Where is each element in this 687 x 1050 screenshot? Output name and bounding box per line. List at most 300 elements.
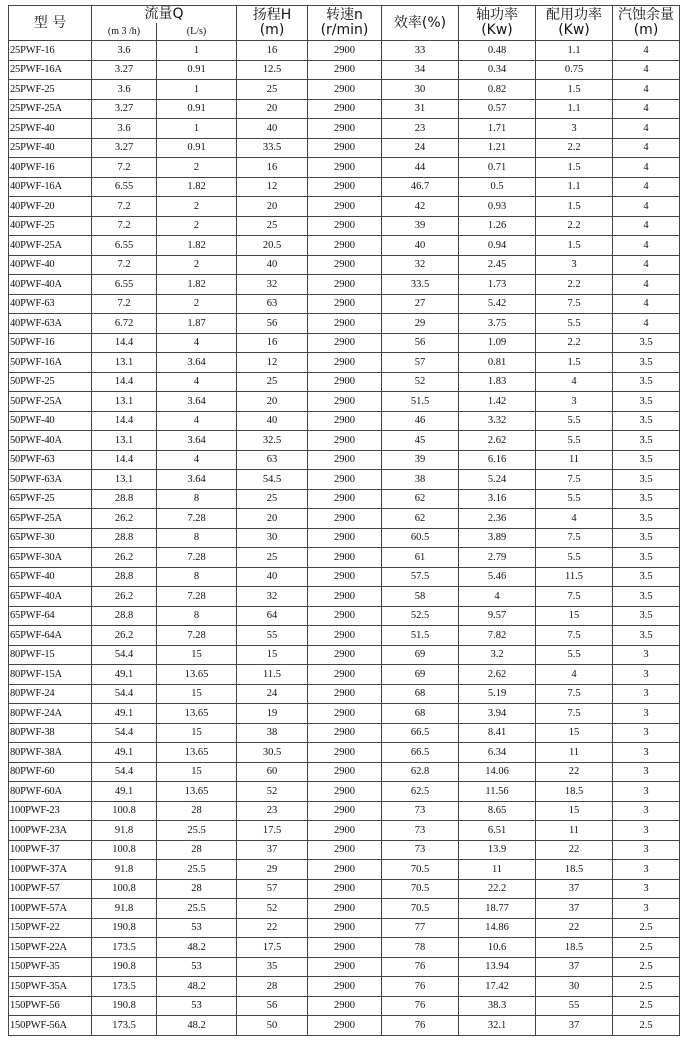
npsh-cell: 3 (613, 723, 680, 743)
shaft-power-cell: 1.21 (459, 138, 536, 158)
model-cell: 100PWF-57 (9, 879, 92, 899)
model-cell: 150PWF-35A (9, 977, 92, 997)
efficiency-cell: 46.7 (382, 177, 459, 197)
shaft-power-cell: 2.62 (459, 431, 536, 451)
npsh-cell: 4 (613, 294, 680, 314)
speed-cell: 2900 (308, 743, 382, 763)
flow-m3h-cell: 173.5 (92, 1016, 157, 1036)
flow-header: 流量Q (92, 6, 237, 24)
efficiency-cell: 68 (382, 704, 459, 724)
shaft-power-cell: 1.83 (459, 372, 536, 392)
flow-ls-cell: 53 (157, 957, 237, 977)
motor-power-cell: 1.5 (536, 353, 613, 373)
shaft-power-header-label: 轴功率 (476, 7, 518, 23)
motor-power-cell: 37 (536, 899, 613, 919)
shaft-power-cell: 8.65 (459, 801, 536, 821)
table-header (9, 6, 680, 41)
shaft-power-cell: 17.42 (459, 977, 536, 997)
flow-ls-cell: 2 (157, 216, 237, 236)
model-cell: 100PWF-57A (9, 899, 92, 919)
flow-ls-cell: 4 (157, 450, 237, 470)
shaft-power-cell: 3.94 (459, 704, 536, 724)
npsh-cell: 4 (613, 255, 680, 275)
motor-power-cell: 1.1 (536, 41, 613, 61)
efficiency-cell: 32 (382, 255, 459, 275)
motor-power-cell: 2.2 (536, 333, 613, 353)
speed-cell: 2900 (308, 411, 382, 431)
flow-ls-cell: 4 (157, 411, 237, 431)
npsh-cell: 3.5 (613, 548, 680, 568)
npsh-cell: 3.5 (613, 411, 680, 431)
model-cell: 100PWF-37A (9, 860, 92, 880)
motor-power-cell: 7.5 (536, 587, 613, 607)
flow-ls-cell: 7.28 (157, 626, 237, 646)
shaft-power-cell: 0.34 (459, 60, 536, 80)
efficiency-cell: 62 (382, 489, 459, 509)
speed-cell: 2900 (308, 255, 382, 275)
head-cell: 23 (237, 801, 308, 821)
model-cell: 65PWF-40A (9, 587, 92, 607)
shaft-power-cell: 18.77 (459, 899, 536, 919)
npsh-cell: 4 (613, 275, 680, 295)
head-cell: 40 (237, 119, 308, 139)
table-row (9, 450, 680, 470)
table-row (9, 860, 680, 880)
npsh-header-unit: (m) (633, 22, 659, 38)
efficiency-cell: 62 (382, 509, 459, 529)
speed-cell: 2900 (308, 216, 382, 236)
flow-ls-cell: 1.82 (157, 236, 237, 256)
table-row (9, 1016, 680, 1036)
speed-cell: 2900 (308, 41, 382, 61)
model-cell: 80PWF-24 (9, 684, 92, 704)
flow-m3h-cell: 13.1 (92, 392, 157, 412)
npsh-cell: 4 (613, 99, 680, 119)
shaft-power-cell: 0.71 (459, 158, 536, 178)
head-cell: 25 (237, 216, 308, 236)
flow-m3h-cell: 91.8 (92, 899, 157, 919)
motor-power-cell: 11 (536, 743, 613, 763)
flow-m3h-cell: 6.72 (92, 314, 157, 334)
efficiency-cell: 46 (382, 411, 459, 431)
head-cell: 15 (237, 645, 308, 665)
motor-power-cell: 22 (536, 762, 613, 782)
npsh-cell: 4 (613, 60, 680, 80)
head-cell: 25 (237, 80, 308, 100)
head-cell: 11.5 (237, 665, 308, 685)
speed-cell: 2900 (308, 392, 382, 412)
efficiency-cell: 66.5 (382, 723, 459, 743)
head-cell: 32.5 (237, 431, 308, 451)
flow-ls-cell: 4 (157, 372, 237, 392)
speed-cell: 2900 (308, 197, 382, 217)
efficiency-cell: 57.5 (382, 567, 459, 587)
flow-m3h-cell: 14.4 (92, 333, 157, 353)
npsh-cell: 3 (613, 665, 680, 685)
head-cell: 17.5 (237, 821, 308, 841)
flow-m3h-cell: 91.8 (92, 860, 157, 880)
shaft-power-cell: 10.6 (459, 938, 536, 958)
motor-power-cell: 15 (536, 606, 613, 626)
speed-cell: 2900 (308, 723, 382, 743)
npsh-cell: 3.5 (613, 392, 680, 412)
npsh-cell: 4 (613, 158, 680, 178)
table-row (9, 723, 680, 743)
shaft-power-cell: 0.93 (459, 197, 536, 217)
npsh-cell: 4 (613, 80, 680, 100)
flow-m3h-cell: 7.2 (92, 158, 157, 178)
motor-power-cell: 7.5 (536, 626, 613, 646)
table-row (9, 918, 680, 938)
model-cell: 65PWF-25A (9, 509, 92, 529)
speed-cell: 2900 (308, 372, 382, 392)
npsh-cell: 3 (613, 743, 680, 763)
table-row (9, 821, 680, 841)
efficiency-cell: 76 (382, 957, 459, 977)
flow-ls-cell: 13.65 (157, 782, 237, 802)
shaft-power-cell: 5.46 (459, 567, 536, 587)
table-row (9, 353, 680, 373)
npsh-cell: 3.5 (613, 528, 680, 548)
shaft-power-cell: 13.94 (459, 957, 536, 977)
speed-cell: 2900 (308, 567, 382, 587)
head-cell: 64 (237, 606, 308, 626)
flow-ls-cell: 15 (157, 723, 237, 743)
speed-cell: 2900 (308, 528, 382, 548)
flow-m3h-cell: 6.55 (92, 275, 157, 295)
speed-cell: 2900 (308, 626, 382, 646)
npsh-cell: 2.5 (613, 977, 680, 997)
flow-ls-cell: 28 (157, 801, 237, 821)
flow-ls-cell: 3.64 (157, 392, 237, 412)
model-cell: 80PWF-60A (9, 782, 92, 802)
motor-power-cell: 30 (536, 977, 613, 997)
motor-power-header-unit: (Kw) (558, 22, 590, 38)
speed-cell: 2900 (308, 840, 382, 860)
npsh-cell: 2.5 (613, 957, 680, 977)
model-cell: 25PWF-16 (9, 41, 92, 61)
model-cell: 65PWF-40 (9, 567, 92, 587)
speed-cell: 2900 (308, 704, 382, 724)
model-cell: 40PWF-40 (9, 255, 92, 275)
flow-ls-cell: 1 (157, 41, 237, 61)
speed-header-unit: (r/min) (320, 22, 369, 38)
npsh-cell: 4 (613, 314, 680, 334)
flow-ls-cell: 13.65 (157, 704, 237, 724)
model-cell: 40PWF-25A (9, 236, 92, 256)
table-row (9, 314, 680, 334)
head-cell: 20 (237, 99, 308, 119)
shaft-power-cell: 2.45 (459, 255, 536, 275)
flow-ls-cell: 8 (157, 567, 237, 587)
model-cell: 150PWF-22A (9, 938, 92, 958)
table-row (9, 743, 680, 763)
flow-ls-cell: 2 (157, 255, 237, 275)
head-cell: 20 (237, 197, 308, 217)
npsh-cell: 3.5 (613, 353, 680, 373)
speed-cell: 2900 (308, 665, 382, 685)
shaft-power-cell: 2.36 (459, 509, 536, 529)
flow-ls-cell: 3.64 (157, 431, 237, 451)
npsh-cell: 3.5 (613, 489, 680, 509)
motor-power-cell: 37 (536, 957, 613, 977)
flow-m3h-cell: 14.4 (92, 372, 157, 392)
flow-m3h-cell: 13.1 (92, 353, 157, 373)
motor-power-cell: 0.75 (536, 60, 613, 80)
shaft-power-cell: 2.79 (459, 548, 536, 568)
shaft-power-cell: 6.34 (459, 743, 536, 763)
model-cell: 50PWF-63 (9, 450, 92, 470)
table-row (9, 470, 680, 490)
npsh-cell: 4 (613, 177, 680, 197)
flow-m3h-cell: 54.4 (92, 645, 157, 665)
npsh-cell: 3 (613, 879, 680, 899)
shaft-power-cell: 3.89 (459, 528, 536, 548)
model-cell: 40PWF-20 (9, 197, 92, 217)
head-cell: 30 (237, 528, 308, 548)
head-cell: 55 (237, 626, 308, 646)
table-row (9, 255, 680, 275)
flow-ls-cell: 48.2 (157, 1016, 237, 1036)
flow-ls-cell: 15 (157, 645, 237, 665)
efficiency-cell: 31 (382, 99, 459, 119)
head-cell: 52 (237, 782, 308, 802)
speed-cell: 2900 (308, 801, 382, 821)
model-cell: 50PWF-40A (9, 431, 92, 451)
efficiency-cell: 76 (382, 996, 459, 1016)
table-row (9, 138, 680, 158)
speed-cell: 2900 (308, 470, 382, 490)
speed-cell: 2900 (308, 782, 382, 802)
head-cell: 20 (237, 509, 308, 529)
head-cell: 29 (237, 860, 308, 880)
motor-power-cell: 2.2 (536, 275, 613, 295)
shaft-power-cell: 38.3 (459, 996, 536, 1016)
flow-m3h-cell: 3.6 (92, 41, 157, 61)
flow-ls-cell: 28 (157, 840, 237, 860)
shaft-power-cell: 2.62 (459, 665, 536, 685)
model-cell: 80PWF-38A (9, 743, 92, 763)
shaft-power-cell: 3.32 (459, 411, 536, 431)
speed-cell: 2900 (308, 645, 382, 665)
flow-ls-cell: 15 (157, 684, 237, 704)
head-cell: 40 (237, 567, 308, 587)
table-row (9, 587, 680, 607)
motor-power-cell: 1.5 (536, 236, 613, 256)
speed-cell: 2900 (308, 509, 382, 529)
shaft-power-cell: 11 (459, 860, 536, 880)
speed-cell: 2900 (308, 938, 382, 958)
motor-power-cell: 11 (536, 821, 613, 841)
motor-power-cell: 22 (536, 840, 613, 860)
flow-ls-cell: 25.5 (157, 899, 237, 919)
motor-power-cell: 18.5 (536, 860, 613, 880)
speed-cell: 2900 (308, 333, 382, 353)
model-cell: 50PWF-25 (9, 372, 92, 392)
efficiency-cell: 56 (382, 333, 459, 353)
efficiency-cell: 52 (382, 372, 459, 392)
flow-ls-cell: 7.28 (157, 587, 237, 607)
efficiency-cell: 57 (382, 353, 459, 373)
npsh-header-label: 汽蚀余量 (618, 7, 674, 23)
head-cell: 37 (237, 840, 308, 860)
flow-m3h-cell: 173.5 (92, 938, 157, 958)
motor-power-cell: 7.5 (536, 470, 613, 490)
motor-power-cell: 7.5 (536, 294, 613, 314)
model-cell: 65PWF-30A (9, 548, 92, 568)
shaft-power-cell: 1.09 (459, 333, 536, 353)
flow-m3h-cell: 49.1 (92, 665, 157, 685)
efficiency-cell: 76 (382, 977, 459, 997)
head-cell: 12.5 (237, 60, 308, 80)
efficiency-cell: 62.5 (382, 782, 459, 802)
shaft-power-cell: 0.82 (459, 80, 536, 100)
flow-ls-cell: 8 (157, 489, 237, 509)
head-cell: 24 (237, 684, 308, 704)
model-cell: 150PWF-22 (9, 918, 92, 938)
table-row (9, 119, 680, 139)
model-cell: 25PWF-25 (9, 80, 92, 100)
shaft-power-cell: 3.2 (459, 645, 536, 665)
model-cell: 25PWF-16A (9, 60, 92, 80)
efficiency-cell: 29 (382, 314, 459, 334)
motor-power-cell: 3 (536, 392, 613, 412)
npsh-cell: 2.5 (613, 918, 680, 938)
flow-m3h-cell: 3.27 (92, 60, 157, 80)
model-cell: 25PWF-40 (9, 138, 92, 158)
flow-ls-cell: 3.64 (157, 353, 237, 373)
motor-power-cell: 7.5 (536, 684, 613, 704)
shaft-power-cell: 1.42 (459, 392, 536, 412)
table-row (9, 216, 680, 236)
table-row (9, 801, 680, 821)
shaft-power-cell: 6.51 (459, 821, 536, 841)
speed-cell: 2900 (308, 860, 382, 880)
shaft-power-header (459, 6, 536, 41)
motor-power-cell: 1.5 (536, 80, 613, 100)
efficiency-cell: 45 (382, 431, 459, 451)
model-cell: 40PWF-25 (9, 216, 92, 236)
flow-m3h-cell: 49.1 (92, 704, 157, 724)
motor-power-cell: 5.5 (536, 489, 613, 509)
speed-cell: 2900 (308, 99, 382, 119)
speed-cell: 2900 (308, 977, 382, 997)
table-row (9, 684, 680, 704)
model-cell: 40PWF-63 (9, 294, 92, 314)
head-cell: 16 (237, 158, 308, 178)
shaft-power-cell: 3.75 (459, 314, 536, 334)
motor-power-cell: 15 (536, 801, 613, 821)
motor-power-cell: 37 (536, 1016, 613, 1036)
efficiency-cell: 70.5 (382, 879, 459, 899)
npsh-cell: 3 (613, 645, 680, 665)
head-cell: 35 (237, 957, 308, 977)
head-cell: 33.5 (237, 138, 308, 158)
model-cell: 65PWF-64 (9, 606, 92, 626)
model-cell: 50PWF-40 (9, 411, 92, 431)
npsh-cell: 3 (613, 899, 680, 919)
model-cell: 150PWF-56 (9, 996, 92, 1016)
model-cell: 50PWF-16A (9, 353, 92, 373)
motor-power-cell: 7.5 (536, 528, 613, 548)
motor-power-cell: 1.5 (536, 197, 613, 217)
flow-m3h-cell: 3.27 (92, 99, 157, 119)
efficiency-cell: 73 (382, 821, 459, 841)
npsh-cell: 3.5 (613, 509, 680, 529)
npsh-header (613, 6, 680, 41)
motor-power-cell: 37 (536, 879, 613, 899)
speed-cell: 2900 (308, 1016, 382, 1036)
head-cell: 50 (237, 1016, 308, 1036)
motor-power-cell: 2.2 (536, 216, 613, 236)
speed-cell: 2900 (308, 450, 382, 470)
flow-m3h-cell: 7.2 (92, 255, 157, 275)
efficiency-cell: 51.5 (382, 392, 459, 412)
model-cell: 150PWF-56A (9, 1016, 92, 1036)
shaft-power-cell: 5.19 (459, 684, 536, 704)
table-row (9, 177, 680, 197)
npsh-cell: 3.5 (613, 450, 680, 470)
head-cell: 25 (237, 372, 308, 392)
efficiency-cell: 44 (382, 158, 459, 178)
speed-cell: 2900 (308, 158, 382, 178)
model-cell: 40PWF-16A (9, 177, 92, 197)
pump-spec-table (8, 5, 680, 1036)
motor-power-cell: 18.5 (536, 938, 613, 958)
efficiency-cell: 42 (382, 197, 459, 217)
motor-power-cell: 3 (536, 119, 613, 139)
flow-ls-cell: 3.64 (157, 470, 237, 490)
shaft-power-cell: 4 (459, 587, 536, 607)
flow-m3h-cell: 54.4 (92, 762, 157, 782)
model-cell: 100PWF-23 (9, 801, 92, 821)
npsh-cell: 3 (613, 821, 680, 841)
npsh-cell: 3 (613, 684, 680, 704)
head-header (237, 6, 308, 41)
flow-ls-cell: 15 (157, 762, 237, 782)
table-row (9, 704, 680, 724)
model-cell: 65PWF-30 (9, 528, 92, 548)
table-row (9, 392, 680, 412)
motor-power-cell: 11 (536, 450, 613, 470)
head-cell: 52 (237, 899, 308, 919)
flow-m3h-cell: 28.8 (92, 528, 157, 548)
table-body (9, 41, 680, 1036)
flow-ls-cell: 1 (157, 80, 237, 100)
flow-ls-cell: 53 (157, 996, 237, 1016)
head-cell: 12 (237, 177, 308, 197)
speed-cell: 2900 (308, 275, 382, 295)
flow-ls-cell: 2 (157, 294, 237, 314)
efficiency-cell: 62.8 (382, 762, 459, 782)
speed-cell: 2900 (308, 60, 382, 80)
npsh-cell: 3.5 (613, 372, 680, 392)
flow-ls-cell: 2 (157, 158, 237, 178)
shaft-power-cell: 1.71 (459, 119, 536, 139)
flow-ls-cell: 48.2 (157, 938, 237, 958)
flow-ls-cell: 13.65 (157, 743, 237, 763)
efficiency-cell: 78 (382, 938, 459, 958)
npsh-cell: 3.5 (613, 606, 680, 626)
flow-unit-m3h: (m 3 /h) (92, 23, 157, 41)
head-cell: 40 (237, 255, 308, 275)
motor-power-cell: 15 (536, 723, 613, 743)
table-row (9, 996, 680, 1016)
table-row (9, 80, 680, 100)
efficiency-cell: 40 (382, 236, 459, 256)
table-row (9, 665, 680, 685)
table-row (9, 294, 680, 314)
